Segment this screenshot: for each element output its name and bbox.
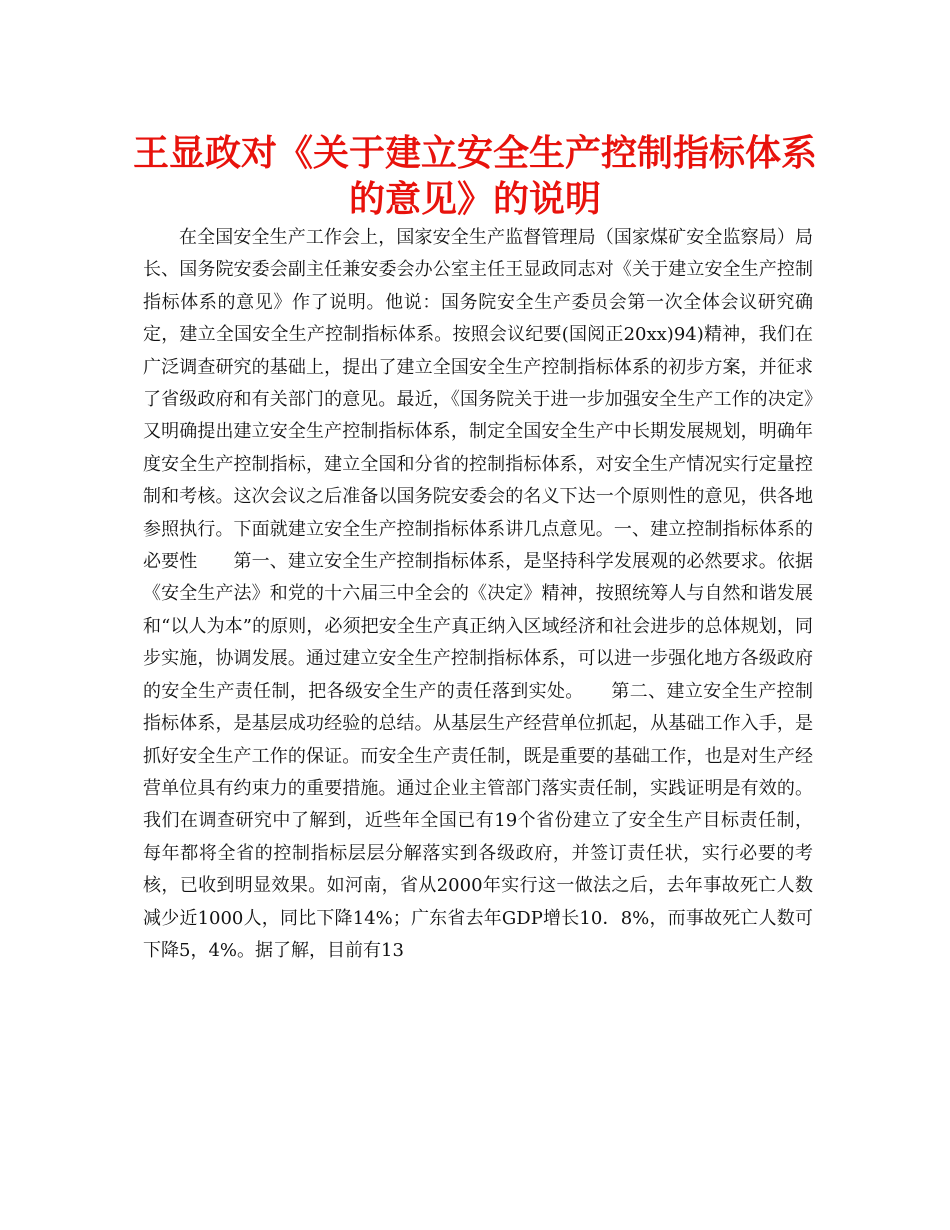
body-paragraph: 在全国安全生产工作会上，国家安全生产监督管理局（国家煤矿安全监察局）局长、国务院安委会副主任兼安委会办公室主任王显政同志对《关于建立安全生产控制指标体系的意见》作了说明。他说：国务院安全生产委员会第一次全体会议研究确定，建立全国安全生产控制指标体系。按照会议纪要(国阅正20xx)94)精神，我们在广泛调查研究的基础上，提出了建立全国安全生产控制指标体系的初步方案，并征求了省级政府和有关部门的意见。最近，《国务院关于进一步加强安全生产工作的决定》又明确提出建立安全生产控制指标体系，制定全国安全生产中长期发展规划，明确年度安全生产控制指标，建立全国和分省的控制指标体系，对安全生产情况实行定量控制和考核。这次会议之后准备以国务院安委会的名义下达一个原则性的意见，供各地参照执行。下面就建立安全生产控制指标体系讲几点意见。一、建立控制指标体系的必要性 第一、建立安全生产控制指标体系，是坚持科学发展观的必然要求。依据《安全生产法》和党的十六届三中全会的《决定》精神，按照统筹人与自然和谐发展和“以人为本”的原则，必须把安全生产真正纳入区域经济和社会进步的总体规划，同步实施，协调发展。通过建立安全生产控制指标体系，可以进一步强化地方各级政府的安全生产责任制，把各级安全生产的责任落到实处。 第二、建立安全生产控制指标体系，是基层成功经验的总结。从基层生产经营单位抓起，从基础工作入手，是抓好安全生产工作的保证。而安全生产责任制，既是重要的基础工作，也是对生产经营单位具有约束力的重要措施。通过企业主管部门落实责任制，实践证明是有效的。我们在调查研究中了解到，近些年全国已有19个省份建立了安全生产目标责任制，每年都将全省的控制指标层层分解落实到各级政府，并签订责任状，实行必要的考核，已收到明显效果。如河南，省从2000年实行这一做法之后，去年事故死亡人数减少近1000人，同比下降14%；广东省去年GDP增长10．8%，而事故死亡人数可下降5，4%。据了解，目前有13 (143, 227, 813, 961)
document-title-line-2: 的意见》的说明 (348, 178, 601, 220)
document-title-line-1: 王显政对《关于建立安全生产控制指标体系 (132, 132, 817, 174)
document-body (143, 222, 813, 967)
